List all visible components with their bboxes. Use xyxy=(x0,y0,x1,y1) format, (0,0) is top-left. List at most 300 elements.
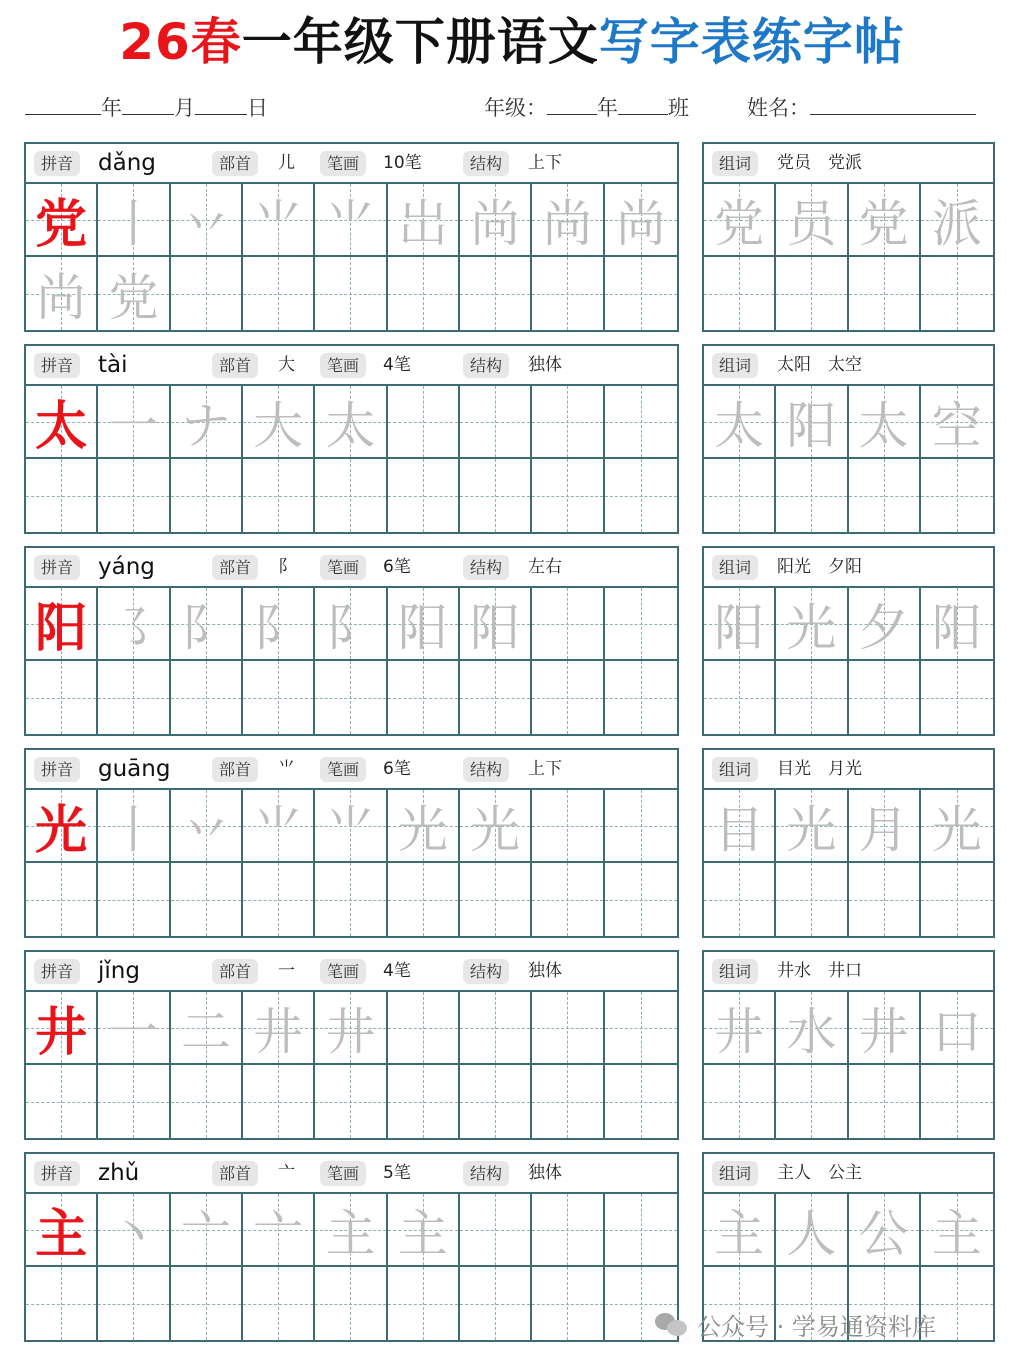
word-cell[interactable] xyxy=(849,661,921,734)
char-panel-2 xyxy=(24,546,679,736)
writing-cell[interactable] xyxy=(315,992,387,1065)
writing-cell[interactable] xyxy=(388,790,460,863)
word-cell[interactable] xyxy=(776,459,848,532)
writing-cell[interactable] xyxy=(171,184,243,257)
trace-stroke: 阳 xyxy=(470,598,521,657)
writing-cell[interactable] xyxy=(315,661,387,734)
trace-stroke: 光 xyxy=(397,800,448,859)
trace-stroke: 尚 xyxy=(542,194,593,253)
writing-cell[interactable] xyxy=(532,992,604,1065)
words-header xyxy=(704,548,993,588)
word-cell[interactable] xyxy=(704,992,776,1065)
word-trace-char: 阳 xyxy=(714,598,765,657)
writing-cell[interactable] xyxy=(605,257,677,330)
words-panel-4 xyxy=(702,950,995,1140)
word-trace-char: 阳 xyxy=(931,598,982,657)
name-blank[interactable] xyxy=(810,94,976,115)
trace-stroke: 太 xyxy=(325,396,376,455)
words-label: 组词 xyxy=(712,151,758,176)
writing-cell[interactable] xyxy=(388,661,460,734)
trace-stroke: 丶 xyxy=(108,1204,159,1263)
trace-stroke: 大 xyxy=(253,396,304,455)
writing-cell[interactable] xyxy=(26,661,98,734)
writing-cell[interactable] xyxy=(460,459,532,532)
writing-cell[interactable] xyxy=(98,184,170,257)
trace-stroke: 尚 xyxy=(615,194,666,253)
name-line xyxy=(747,93,976,123)
writing-cell[interactable] xyxy=(26,257,98,330)
writing-cell[interactable] xyxy=(532,863,604,936)
word-trace-char: 人 xyxy=(786,1204,837,1263)
writing-cell[interactable] xyxy=(243,257,315,330)
structure-label: 结构 xyxy=(463,353,509,378)
word-trace-char: 光 xyxy=(786,598,837,657)
writing-cell[interactable] xyxy=(388,1065,460,1138)
writing-cell[interactable] xyxy=(315,790,387,863)
trace-stroke: 主 xyxy=(325,1204,376,1263)
trace-stroke: 亠 xyxy=(253,1204,304,1263)
writing-cell[interactable] xyxy=(388,588,460,661)
words-header xyxy=(704,952,993,992)
writing-cell[interactable] xyxy=(171,257,243,330)
word-cell[interactable] xyxy=(849,588,921,661)
writing-cell[interactable] xyxy=(98,257,170,330)
words-label: 组词 xyxy=(712,757,758,782)
word-cell[interactable] xyxy=(849,863,921,936)
word-cell[interactable] xyxy=(776,790,848,863)
grade-blank[interactable] xyxy=(547,94,597,115)
writing-cell[interactable] xyxy=(98,1065,170,1138)
strokes-label: 笔画 xyxy=(320,757,366,782)
grade-year-label: 年 xyxy=(597,96,618,120)
writing-cell[interactable] xyxy=(388,992,460,1065)
word-trace-char: 太 xyxy=(714,396,765,455)
writing-cell[interactable] xyxy=(605,661,677,734)
name-label: 姓名： xyxy=(747,96,810,120)
strokes-label: 笔画 xyxy=(320,353,366,378)
title-part-1: 26春 xyxy=(119,13,242,71)
writing-cell[interactable] xyxy=(605,863,677,936)
structure-value: 上下 xyxy=(528,759,562,779)
word-cell[interactable] xyxy=(849,459,921,532)
word-cell[interactable] xyxy=(921,459,993,532)
trace-stroke: 光 xyxy=(470,800,521,859)
writing-cell[interactable] xyxy=(532,184,604,257)
writing-cell[interactable] xyxy=(460,992,532,1065)
word-trace-char: 阳 xyxy=(786,396,837,455)
strokes-label: 笔画 xyxy=(320,959,366,984)
writing-cell[interactable] xyxy=(532,1065,604,1138)
char-info-header xyxy=(26,144,677,184)
page-title xyxy=(0,8,1024,76)
word-trace-char: 主 xyxy=(714,1204,765,1263)
pinyin-label: 拼音 xyxy=(34,151,80,176)
writing-cell[interactable] xyxy=(98,863,170,936)
writing-cell[interactable] xyxy=(26,386,98,459)
char-panel-0 xyxy=(24,142,679,332)
writing-cell[interactable] xyxy=(532,257,604,330)
words-panel-2 xyxy=(702,546,995,736)
month-blank[interactable] xyxy=(122,94,174,115)
writing-cell[interactable] xyxy=(243,1194,315,1267)
word-cell[interactable] xyxy=(776,992,848,1065)
char-panel-5 xyxy=(24,1152,679,1342)
writing-cell[interactable] xyxy=(460,386,532,459)
trace-stroke: 岀 xyxy=(397,194,448,253)
trace-stroke: 丷 xyxy=(180,194,231,253)
word-cell[interactable] xyxy=(776,661,848,734)
word-trace-char: 党 xyxy=(858,194,909,253)
word-trace-char: 空 xyxy=(931,396,982,455)
trace-stroke: 尚 xyxy=(36,268,87,327)
word-cell[interactable] xyxy=(776,257,848,330)
char-panel-1 xyxy=(24,344,679,534)
writing-cell[interactable] xyxy=(26,459,98,532)
word-cell[interactable] xyxy=(704,184,776,257)
writing-cell[interactable] xyxy=(605,1065,677,1138)
writing-cell[interactable] xyxy=(315,588,387,661)
writing-cell[interactable] xyxy=(26,1065,98,1138)
radical-label: 部首 xyxy=(212,555,258,580)
model-character: 阳 xyxy=(35,598,88,659)
writing-cell[interactable] xyxy=(26,588,98,661)
word-cell[interactable] xyxy=(921,386,993,459)
writing-cell[interactable] xyxy=(460,184,532,257)
structure-label: 结构 xyxy=(463,151,509,176)
word-cell[interactable] xyxy=(849,992,921,1065)
writing-cell[interactable] xyxy=(26,184,98,257)
words-panel-3 xyxy=(702,748,995,938)
writing-cell[interactable] xyxy=(460,1267,532,1340)
structure-label: 结构 xyxy=(463,959,509,984)
radical-value: 亠 xyxy=(278,1163,295,1183)
word-trace-char: 光 xyxy=(786,800,837,859)
word-cell[interactable] xyxy=(704,459,776,532)
writing-cell[interactable] xyxy=(388,257,460,330)
word-cell[interactable] xyxy=(849,1194,921,1267)
trace-stroke: 尚 xyxy=(470,194,521,253)
trace-stroke: ㇌ xyxy=(108,598,159,657)
strokes-value: 5笔 xyxy=(383,1163,411,1183)
pinyin-label: 拼音 xyxy=(34,757,80,782)
words-header xyxy=(704,144,993,184)
day-label: 日 xyxy=(247,96,268,120)
trace-stroke: 井 xyxy=(253,1002,304,1061)
word-cell[interactable] xyxy=(849,1065,921,1138)
word-trace-char: 月 xyxy=(858,800,909,859)
writing-cell[interactable] xyxy=(243,588,315,661)
radical-value: ⺌ xyxy=(278,759,295,779)
radical-value: 阝 xyxy=(278,557,295,577)
pinyin-value: zhǔ xyxy=(98,1160,140,1186)
year-blank[interactable] xyxy=(25,94,101,115)
writing-cell[interactable] xyxy=(243,661,315,734)
writing-cell[interactable] xyxy=(98,790,170,863)
writing-cell[interactable] xyxy=(243,1065,315,1138)
trace-stroke: 二 xyxy=(180,1002,231,1061)
writing-cell[interactable] xyxy=(243,386,315,459)
word-cell[interactable] xyxy=(849,184,921,257)
radical-label: 部首 xyxy=(212,353,258,378)
word-cell[interactable] xyxy=(776,1065,848,1138)
writing-cell[interactable] xyxy=(315,184,387,257)
words-value: 目光 月光 xyxy=(777,759,862,779)
trace-stroke: 丷 xyxy=(180,800,231,859)
writing-cell[interactable] xyxy=(532,790,604,863)
structure-value: 独体 xyxy=(528,355,562,375)
words-label: 组词 xyxy=(712,353,758,378)
word-cell[interactable] xyxy=(704,661,776,734)
trace-stroke: ⺌ xyxy=(253,194,304,253)
writing-cell[interactable] xyxy=(26,1194,98,1267)
writing-cell[interactable] xyxy=(171,992,243,1065)
writing-cell[interactable] xyxy=(26,790,98,863)
writing-cell[interactable] xyxy=(460,790,532,863)
writing-cell[interactable] xyxy=(532,588,604,661)
trace-stroke: 阳 xyxy=(397,598,448,657)
writing-cell[interactable] xyxy=(315,1065,387,1138)
writing-cell[interactable] xyxy=(532,661,604,734)
structure-label: 结构 xyxy=(463,555,509,580)
strokes-label: 笔画 xyxy=(320,151,366,176)
word-cell[interactable] xyxy=(921,790,993,863)
writing-cell[interactable] xyxy=(171,863,243,936)
char-info-header xyxy=(26,548,677,588)
writing-cell[interactable] xyxy=(243,790,315,863)
word-trace-char: 口 xyxy=(931,1002,982,1061)
model-character: 光 xyxy=(35,800,88,861)
writing-cell[interactable] xyxy=(26,1267,98,1340)
watermark xyxy=(655,1306,936,1342)
writing-cell[interactable] xyxy=(460,1194,532,1267)
structure-label: 结构 xyxy=(463,757,509,782)
word-cell[interactable] xyxy=(921,257,993,330)
trace-stroke: 阝 xyxy=(180,598,231,657)
words-value: 党员 党派 xyxy=(777,153,862,173)
writing-cell[interactable] xyxy=(605,588,677,661)
strokes-value: 6笔 xyxy=(383,759,411,779)
pinyin-label: 拼音 xyxy=(34,1161,80,1186)
pinyin-label: 拼音 xyxy=(34,353,80,378)
words-header xyxy=(704,1154,993,1194)
word-trace-char: 党 xyxy=(714,194,765,253)
writing-cell[interactable] xyxy=(388,459,460,532)
writing-cell[interactable] xyxy=(98,459,170,532)
word-cell[interactable] xyxy=(704,863,776,936)
writing-cell[interactable] xyxy=(605,992,677,1065)
trace-stroke: 阝 xyxy=(253,598,304,657)
word-cell[interactable] xyxy=(921,863,993,936)
model-character: 党 xyxy=(35,194,88,255)
wechat-icon xyxy=(655,1311,689,1337)
day-blank[interactable] xyxy=(195,94,247,115)
word-cell[interactable] xyxy=(921,1194,993,1267)
class-label: 班 xyxy=(668,96,689,120)
word-cell[interactable] xyxy=(921,661,993,734)
writing-cell[interactable] xyxy=(98,1267,170,1340)
char-info-header xyxy=(26,346,677,386)
trace-stroke: 一 xyxy=(108,396,159,455)
writing-cell[interactable] xyxy=(171,1194,243,1267)
writing-cell[interactable] xyxy=(388,386,460,459)
writing-cell[interactable] xyxy=(315,1267,387,1340)
word-cell[interactable] xyxy=(704,790,776,863)
word-cell[interactable] xyxy=(921,992,993,1065)
writing-cell[interactable] xyxy=(171,1267,243,1340)
writing-cell[interactable] xyxy=(26,863,98,936)
writing-cell[interactable] xyxy=(98,992,170,1065)
date-line xyxy=(25,93,268,123)
trace-stroke: ⺌ xyxy=(325,194,376,253)
words-label: 组词 xyxy=(712,959,758,984)
word-cell[interactable] xyxy=(704,1194,776,1267)
writing-cell[interactable] xyxy=(460,1065,532,1138)
char-info-header xyxy=(26,952,677,992)
strokes-label: 笔画 xyxy=(320,1161,366,1186)
char-panel-4 xyxy=(24,950,679,1140)
word-cell[interactable] xyxy=(921,1065,993,1138)
title-part-3: 写字表练字帖 xyxy=(598,13,905,71)
class-blank[interactable] xyxy=(618,94,668,115)
word-cell[interactable] xyxy=(776,588,848,661)
char-panel-3 xyxy=(24,748,679,938)
strokes-value: 4笔 xyxy=(383,961,411,981)
structure-label: 结构 xyxy=(463,1161,509,1186)
month-label: 月 xyxy=(174,96,195,120)
model-character: 井 xyxy=(35,1002,88,1063)
title-part-2: 一年级下册语文 xyxy=(241,13,599,71)
word-cell[interactable] xyxy=(849,386,921,459)
pinyin-value: dǎng xyxy=(98,150,156,176)
word-trace-char: 夕 xyxy=(858,598,909,657)
strokes-value: 10笔 xyxy=(383,153,422,173)
writing-cell[interactable] xyxy=(388,1267,460,1340)
trace-stroke: 阝 xyxy=(325,598,376,657)
word-cell[interactable] xyxy=(704,257,776,330)
word-cell[interactable] xyxy=(704,588,776,661)
word-trace-char: 水 xyxy=(786,1002,837,1061)
writing-cell[interactable] xyxy=(315,386,387,459)
char-info-header xyxy=(26,1154,677,1194)
words-value: 主人 公主 xyxy=(777,1163,862,1183)
writing-cell[interactable] xyxy=(532,459,604,532)
word-cell[interactable] xyxy=(849,790,921,863)
structure-value: 独体 xyxy=(528,961,562,981)
writing-cell[interactable] xyxy=(315,1194,387,1267)
writing-cell[interactable] xyxy=(315,257,387,330)
word-trace-char: 太 xyxy=(858,396,909,455)
writing-cell[interactable] xyxy=(315,459,387,532)
radical-label: 部首 xyxy=(212,1161,258,1186)
word-cell[interactable] xyxy=(849,257,921,330)
writing-cell[interactable] xyxy=(460,257,532,330)
writing-cell[interactable] xyxy=(605,459,677,532)
watermark-text: 公众号 · 学易通资料库 xyxy=(697,1312,936,1341)
pinyin-value: yáng xyxy=(98,554,155,580)
trace-stroke: 丨 xyxy=(108,194,159,253)
radical-label: 部首 xyxy=(212,151,258,176)
radical-value: 大 xyxy=(278,355,295,375)
word-cell[interactable] xyxy=(704,1065,776,1138)
words-label: 组词 xyxy=(712,1161,758,1186)
writing-cell[interactable] xyxy=(171,790,243,863)
writing-cell[interactable] xyxy=(388,863,460,936)
writing-cell[interactable] xyxy=(605,1194,677,1267)
writing-cell[interactable] xyxy=(605,386,677,459)
writing-cell[interactable] xyxy=(171,1065,243,1138)
grade-label: 年级： xyxy=(484,96,547,120)
structure-value: 上下 xyxy=(528,153,562,173)
word-trace-char: 光 xyxy=(931,800,982,859)
word-trace-char: 井 xyxy=(858,1002,909,1061)
trace-stroke: 亠 xyxy=(180,1204,231,1263)
writing-cell[interactable] xyxy=(388,184,460,257)
structure-value: 左右 xyxy=(528,557,562,577)
radical-value: 一 xyxy=(278,961,295,981)
words-panel-1 xyxy=(702,344,995,534)
writing-cell[interactable] xyxy=(243,1267,315,1340)
word-cell[interactable] xyxy=(776,1194,848,1267)
model-character: 太 xyxy=(35,396,88,457)
pinyin-label: 拼音 xyxy=(34,555,80,580)
writing-cell[interactable] xyxy=(243,992,315,1065)
writing-cell[interactable] xyxy=(605,184,677,257)
words-value: 井水 井口 xyxy=(777,961,862,981)
word-trace-char: 目 xyxy=(714,800,765,859)
writing-cell[interactable] xyxy=(243,459,315,532)
word-cell[interactable] xyxy=(776,863,848,936)
word-cell[interactable] xyxy=(776,386,848,459)
word-cell[interactable] xyxy=(921,184,993,257)
writing-cell[interactable] xyxy=(243,863,315,936)
writing-cell[interactable] xyxy=(171,588,243,661)
word-cell[interactable] xyxy=(776,184,848,257)
writing-cell[interactable] xyxy=(98,1194,170,1267)
trace-stroke: 一 xyxy=(108,1002,159,1061)
model-character: 主 xyxy=(35,1204,88,1265)
writing-cell[interactable] xyxy=(460,863,532,936)
writing-cell[interactable] xyxy=(460,661,532,734)
writing-cell[interactable] xyxy=(98,588,170,661)
words-label: 组词 xyxy=(712,555,758,580)
writing-cell[interactable] xyxy=(605,790,677,863)
words-header xyxy=(704,750,993,790)
writing-cell[interactable] xyxy=(315,863,387,936)
writing-cell[interactable] xyxy=(171,386,243,459)
trace-stroke: 党 xyxy=(108,268,159,327)
word-cell[interactable] xyxy=(921,588,993,661)
pinyin-value: jǐng xyxy=(98,958,140,984)
writing-cell[interactable] xyxy=(388,1194,460,1267)
writing-cell[interactable] xyxy=(26,992,98,1065)
writing-cell[interactable] xyxy=(98,386,170,459)
writing-cell[interactable] xyxy=(171,661,243,734)
writing-cell[interactable] xyxy=(243,184,315,257)
word-cell[interactable] xyxy=(704,386,776,459)
writing-cell[interactable] xyxy=(460,588,532,661)
writing-cell[interactable] xyxy=(171,459,243,532)
words-value: 阳光 夕阳 xyxy=(777,557,862,577)
writing-cell[interactable] xyxy=(532,1267,604,1340)
trace-stroke: ナ xyxy=(180,396,231,455)
trace-stroke: 丨 xyxy=(108,800,159,859)
year-label: 年 xyxy=(101,96,122,120)
writing-cell[interactable] xyxy=(532,1194,604,1267)
writing-cell[interactable] xyxy=(98,661,170,734)
writing-cell[interactable] xyxy=(532,386,604,459)
pinyin-value: guāng xyxy=(98,756,171,782)
trace-stroke: 主 xyxy=(397,1204,448,1263)
